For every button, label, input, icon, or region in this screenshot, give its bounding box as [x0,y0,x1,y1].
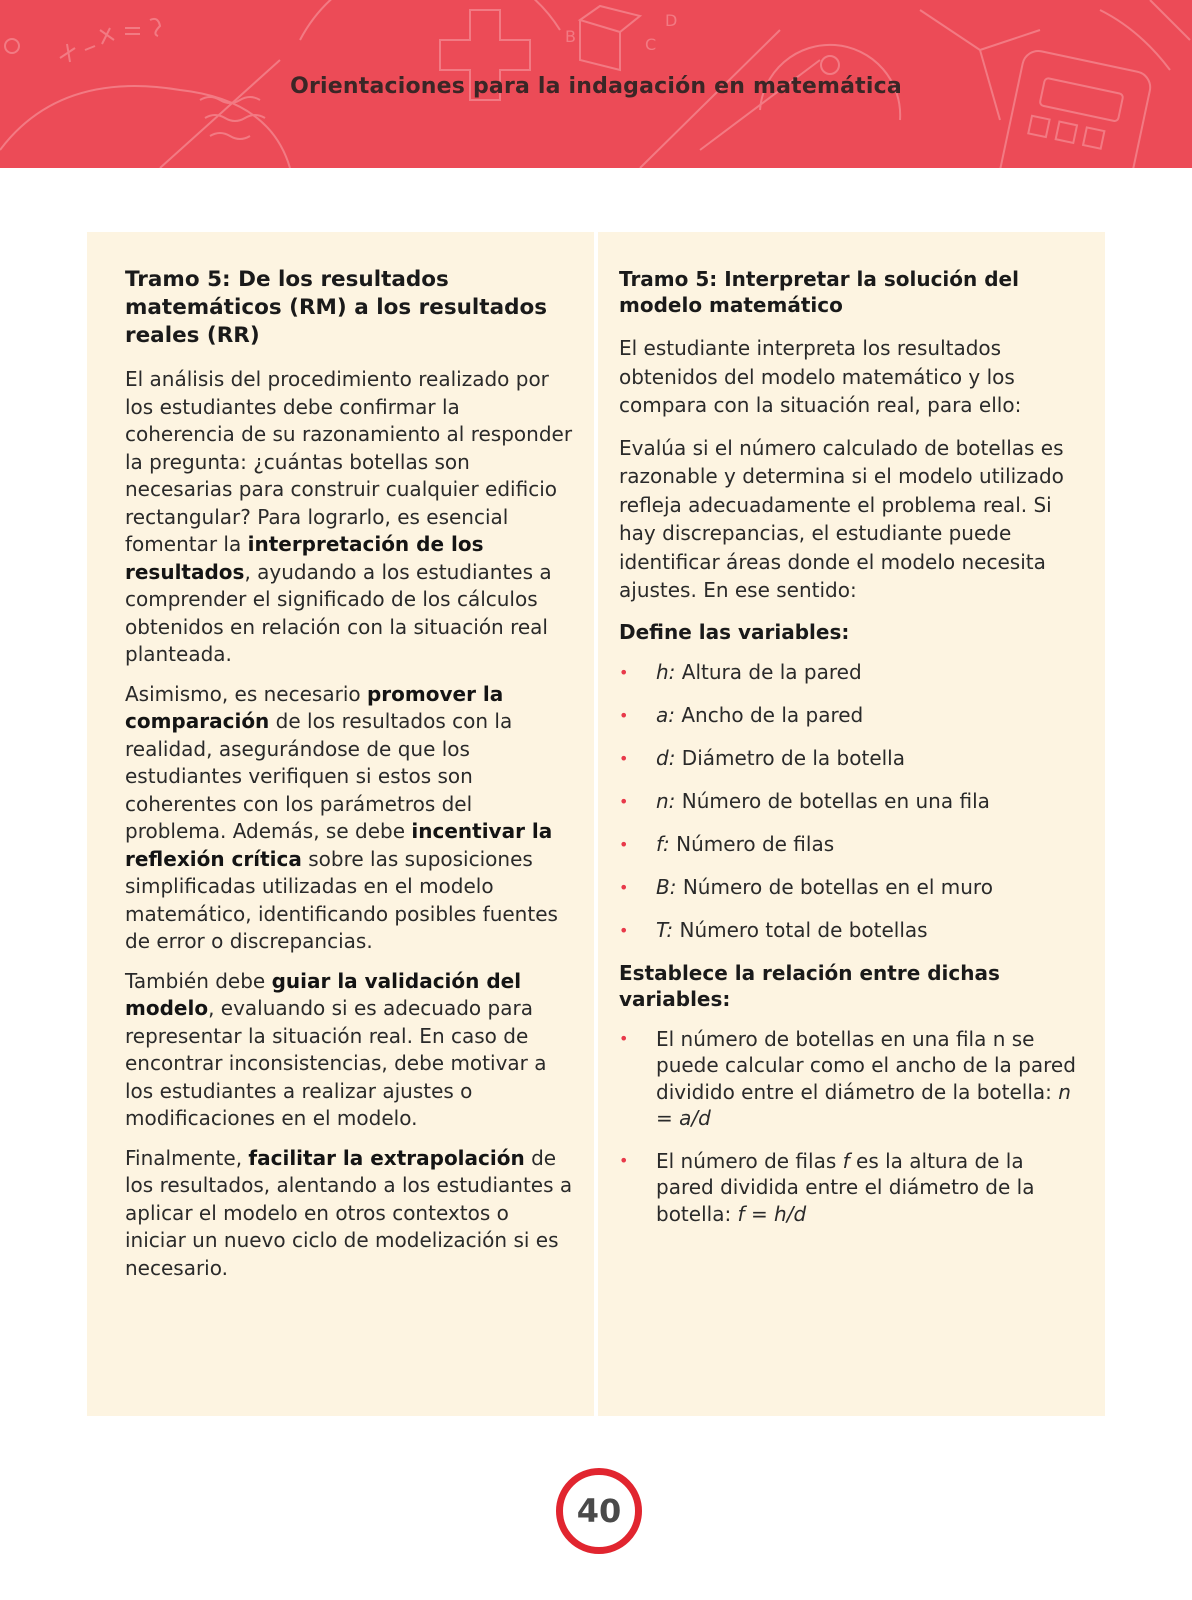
left-heading: Tramo 5: De los resultados matemáticos (RM) a los resultados reales (RR) [125,267,548,348]
variable-description: Altura de la pared [675,659,862,684]
text-run: Finalmente, [125,1145,249,1170]
right-column [619,232,1079,1243]
list-item [619,702,1079,729]
list-item [619,745,1079,772]
left-column [125,232,575,1294]
text-run: Asimismo, es necesario [125,681,367,706]
variable-symbol: f: [656,831,670,856]
list-item [619,1026,1079,1132]
text-run: También debe [125,968,272,993]
bullet-icon: • [619,791,629,811]
variable-symbol: h: [656,659,676,684]
variable-symbol: f [842,1148,850,1173]
list-item [619,831,1079,858]
variable-symbol: a: [656,702,675,727]
svg-text:B: B [565,27,576,46]
list-item [619,788,1079,815]
bold-run: incentivar la reflexión crítica [125,819,553,871]
variable-symbol: d: [656,745,676,770]
text-run: , ayudando a los estudiantes a comprender el significado de los cálculos obtenidos en relación con la situación real planteada. [125,559,552,666]
variable-description: Número total de botellas [673,917,928,942]
relations-list [619,1026,1079,1228]
bold-run: promover la comparación [125,681,504,733]
list-item [619,874,1079,901]
variables-heading: Define las variables: [619,619,850,644]
bullet-icon: • [619,748,629,768]
bullet-icon: • [619,662,629,682]
relation-text: El número de filas [656,1148,843,1173]
bullet-icon: • [619,834,629,854]
bold-run: facilitar la extrapolación [248,1145,525,1170]
variable-description: Número de botellas en el muro [676,874,993,899]
left-panel [87,232,594,1416]
variable-description: Número de botellas en una fila [675,788,990,813]
text-run: , evaluando si es adecuado para representar la situación real. En caso de encontrar inconsistencias, debe motivar a los estudiantes a realizar ajustes o modificaciones en el modelo. [125,996,547,1130]
left-paragraph-2 [125,681,575,956]
bullet-icon: • [619,705,629,725]
header-title: Orientaciones para la indagación en matemática [290,74,902,99]
page-header [0,0,1192,168]
right-paragraph-1: El estudiante interpreta los resultados obtenidos del modelo matemático y los compara con la situación real, para ello: [619,336,1022,417]
variables-list [619,659,1079,944]
relation-formula: n = a/d [656,1079,1071,1130]
left-paragraph-3 [125,968,575,1133]
bold-run: interpretación de los resultados [125,532,484,584]
left-paragraph-4 [125,1145,575,1283]
variable-symbol: B: [656,874,677,899]
list-item [619,659,1079,686]
variable-symbol: T: [656,917,674,942]
text-run: de los resultados, alentando a los estudiantes a aplicar el modelo en otros contextos o iniciar un nuevo ciclo de modelización si es necesario. [125,1145,573,1280]
svg-text:D: D [665,11,678,30]
bullet-icon: • [619,920,629,940]
right-heading: Tramo 5: Interpretar la solución del modelo matemático [619,267,1019,317]
relation-heading: Establece la relación entre dichas variables: [619,960,1000,1011]
variable-description: Ancho de la pared [675,702,864,727]
left-paragraph-1 [125,366,575,669]
relation-text: El número de botellas en una fila n se puede calcular como el ancho de la pared dividido entre el diámetro de la botella: [656,1026,1076,1104]
variable-symbol: n: [656,788,676,813]
relation-text: es la altura de la pared dividida entre el diámetro de la botella: [656,1148,1035,1226]
bullet-icon: • [619,877,629,897]
list-item [619,1148,1079,1228]
text-run: sobre las suposiciones simplificadas utilizadas en el modelo matemático, identificando posibles fuentes de error o discrepancias. [125,846,558,953]
right-paragraph-2: Evalúa si el número calculado de botellas es razonable y determina si el modelo utilizado refleja adecuadamente el problema real. Si hay discrepancias, el estudiante puede identificar áreas donde el modelo necesita ajustes. En ese sentido: [619,435,1064,602]
text-run: El análisis del procedimiento realizado por los estudiantes debe confirmar la coherencia de su razonamiento al responder la pregunta: ¿cuántas botellas son necesarias para construir cualquier edificio rectangular? Para lograrlo, es esencial fomentar la [125,367,573,556]
relation-formula: f = h/d [737,1201,807,1226]
svg-text:C: C [645,35,657,54]
bullet-icon: • [619,1028,629,1048]
text-run: de los resultados con la realidad, asegurándose de que los estudiantes verifiquen si estos son coherentes con los parámetros del problema. Además, se debe [125,709,513,843]
bold-run: guiar la validación del modelo [125,968,522,1020]
list-item [619,917,1079,944]
right-panel [598,232,1105,1416]
variable-description: Diámetro de la botella [675,745,905,770]
variable-description: Número de filas [669,831,835,856]
page-number: 40 [556,1468,642,1554]
bullet-icon: • [619,1150,629,1170]
